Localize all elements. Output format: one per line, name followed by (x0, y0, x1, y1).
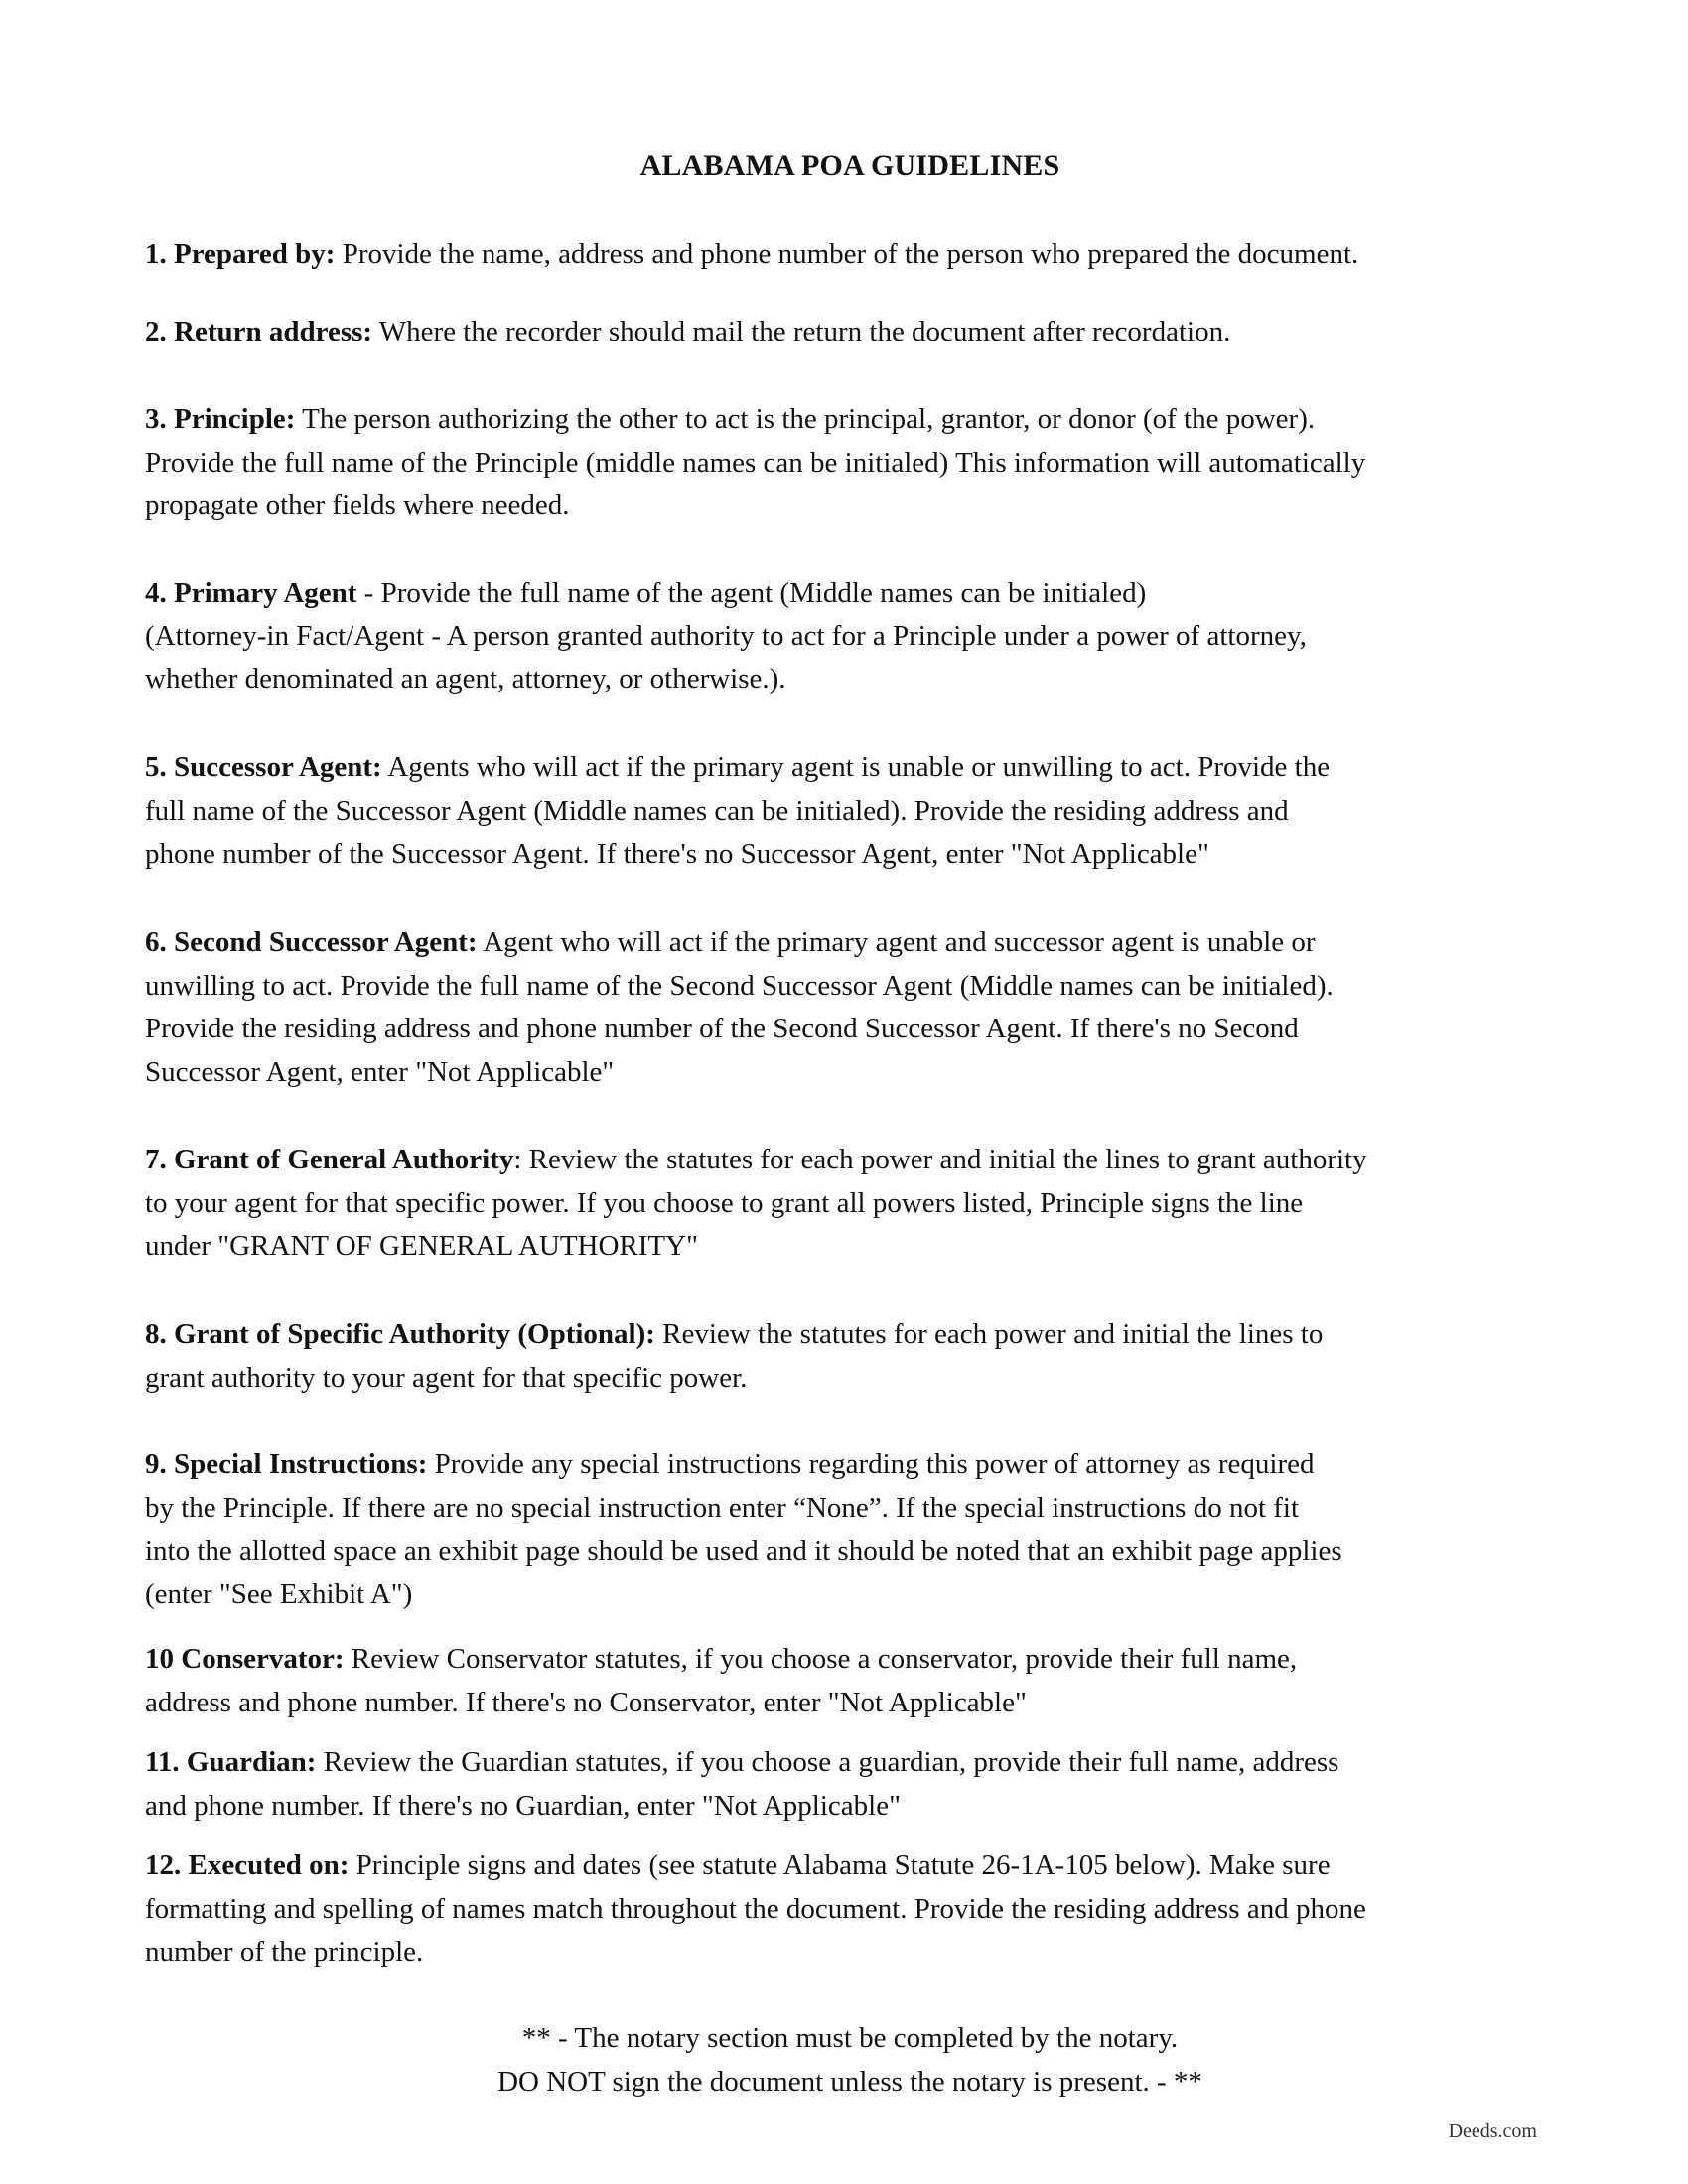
item-text: number of the principle. (145, 1936, 424, 1968)
item-text: Review the Guardian statutes, if you choose a guardian, provide their full name, address (316, 1746, 1339, 1778)
item-text: grant authority to your agent for that specific power. (145, 1361, 748, 1394)
item-label: 3. Principle: (145, 403, 296, 435)
guideline-item-return-address (145, 311, 1555, 354)
item-text: (Attorney-in Fact/Agent - A person granted authority to act for a Principle under a power of attorney, (145, 619, 1307, 652)
item-label: 5. Successor Agent: (145, 751, 382, 783)
item-text: The person authorizing the other to act is the principal, grantor, or donor (of the power). (295, 403, 1316, 435)
item-text: Provide the full name of the Principle (middle names can be initialed) This information will automatically (145, 446, 1366, 478)
item-text: and phone number. If there's no Guardian, enter "Not Applicable" (145, 1789, 901, 1822)
guideline-item-guardian (145, 1741, 1555, 1828)
item-text: Review Conservator statutes, if you choose a conservator, provide their full name, (344, 1643, 1298, 1675)
guideline-item-conservator (145, 1638, 1555, 1724)
item-text: unwilling to act. Provide the full name of the Second Successor Agent (Middle names can be initialed). (145, 969, 1334, 1002)
item-label: 2. Return address: (145, 316, 373, 347)
item-text: - Provide the full name of the agent (Middle names can be initialed) (356, 577, 1147, 609)
guideline-item-primary-agent (145, 572, 1555, 702)
guideline-item-successor-agent (145, 747, 1555, 877)
item-text: formatting and spelling of names match throughout the document. Provide the residing address and phone (145, 1892, 1366, 1925)
item-label: 9. Special Instructions: (145, 1448, 428, 1480)
item-text: propagate other fields where needed. (145, 489, 570, 521)
item-label: 8. Grant of Specific Authority (Optional): (145, 1318, 655, 1350)
document-page (145, 0, 1555, 2184)
guideline-item-special-instructions (145, 1443, 1555, 1616)
item-text: Principle signs and dates (see statute Alabama Statute 26-1A-105 below). Make sure (349, 1849, 1331, 1881)
guideline-item-executed-on (145, 1844, 1555, 1975)
item-text: Provide the name, address and phone number of the person who prepared the document. (335, 238, 1359, 270)
guideline-item-grant-specific-authority (145, 1313, 1555, 1400)
guideline-item-grant-general-authority (145, 1139, 1555, 1269)
item-text: into the allotted space an exhibit page should be used and it should be noted that an exhibit page applies (145, 1535, 1342, 1567)
guideline-item-principle (145, 398, 1555, 528)
item-text: under "GRANT OF GENERAL AUTHORITY" (145, 1230, 698, 1262)
item-text: phone number of the Successor Agent. If there's no Successor Agent, enter "Not Applicable" (145, 838, 1209, 870)
notary-notice-line: DO NOT sign the document unless the notary is present. - ** (497, 2065, 1202, 2098)
item-label: 10 Conservator: (145, 1643, 345, 1675)
item-text: Provide the residing address and phone number of the Second Successor Agent. If there's no Second (145, 1013, 1299, 1044)
item-text: by the Principle. If there are no special instruction enter “None”. If the special instructions do not fit (145, 1491, 1300, 1524)
item-text: to your agent for that specific power. If you choose to grant all powers listed, Principle signs the line (145, 1186, 1304, 1219)
notary-notice-line: ** - The notary section must be completed by the notary. (521, 2022, 1179, 2054)
item-label: 12. Executed on: (145, 1849, 350, 1881)
item-label: 4. Primary Agent (145, 577, 357, 609)
item-text: full name of the Successor Agent (Middle names can be initialed). Provide the residing address and (145, 794, 1289, 827)
guideline-item-second-successor-agent (145, 921, 1555, 1094)
item-text: Provide any special instructions regarding this power of attorney as required (427, 1448, 1315, 1480)
item-text: whether denominated an agent, attorney, or otherwise.). (145, 663, 786, 695)
item-text: : Review the statutes for each power and initial the lines to grant authority (513, 1144, 1367, 1175)
item-label: 7. Grant of General Authority (145, 1144, 514, 1175)
item-text: Successor Agent, enter "Not Applicable" (145, 1055, 615, 1088)
item-text: address and phone number. If there's no Conservator, enter "Not Applicable" (145, 1686, 1027, 1718)
item-text: Agents who will act if the primary agent is unable or unwilling to act. Provide the (381, 751, 1331, 783)
footer-brand: Deeds.com (1448, 2120, 1537, 2142)
item-text: Review the statutes for each power and initial the lines to (654, 1318, 1324, 1350)
guideline-item-prepared-by (145, 233, 1555, 277)
notary-notice (145, 2017, 1555, 2104)
item-label: 11. Guardian: (145, 1746, 317, 1778)
item-text: Where the recorder should mail the return the document after recordation. (372, 316, 1231, 347)
item-text: Agent who will act if the primary agent and successor agent is unable or (477, 926, 1316, 958)
document-title: ALABAMA POA GUIDELINES (639, 149, 1060, 182)
item-label: 1. Prepared by: (145, 238, 336, 270)
item-label: 6. Second Successor Agent: (145, 926, 478, 958)
item-text: (enter "See Exhibit A") (145, 1577, 413, 1610)
